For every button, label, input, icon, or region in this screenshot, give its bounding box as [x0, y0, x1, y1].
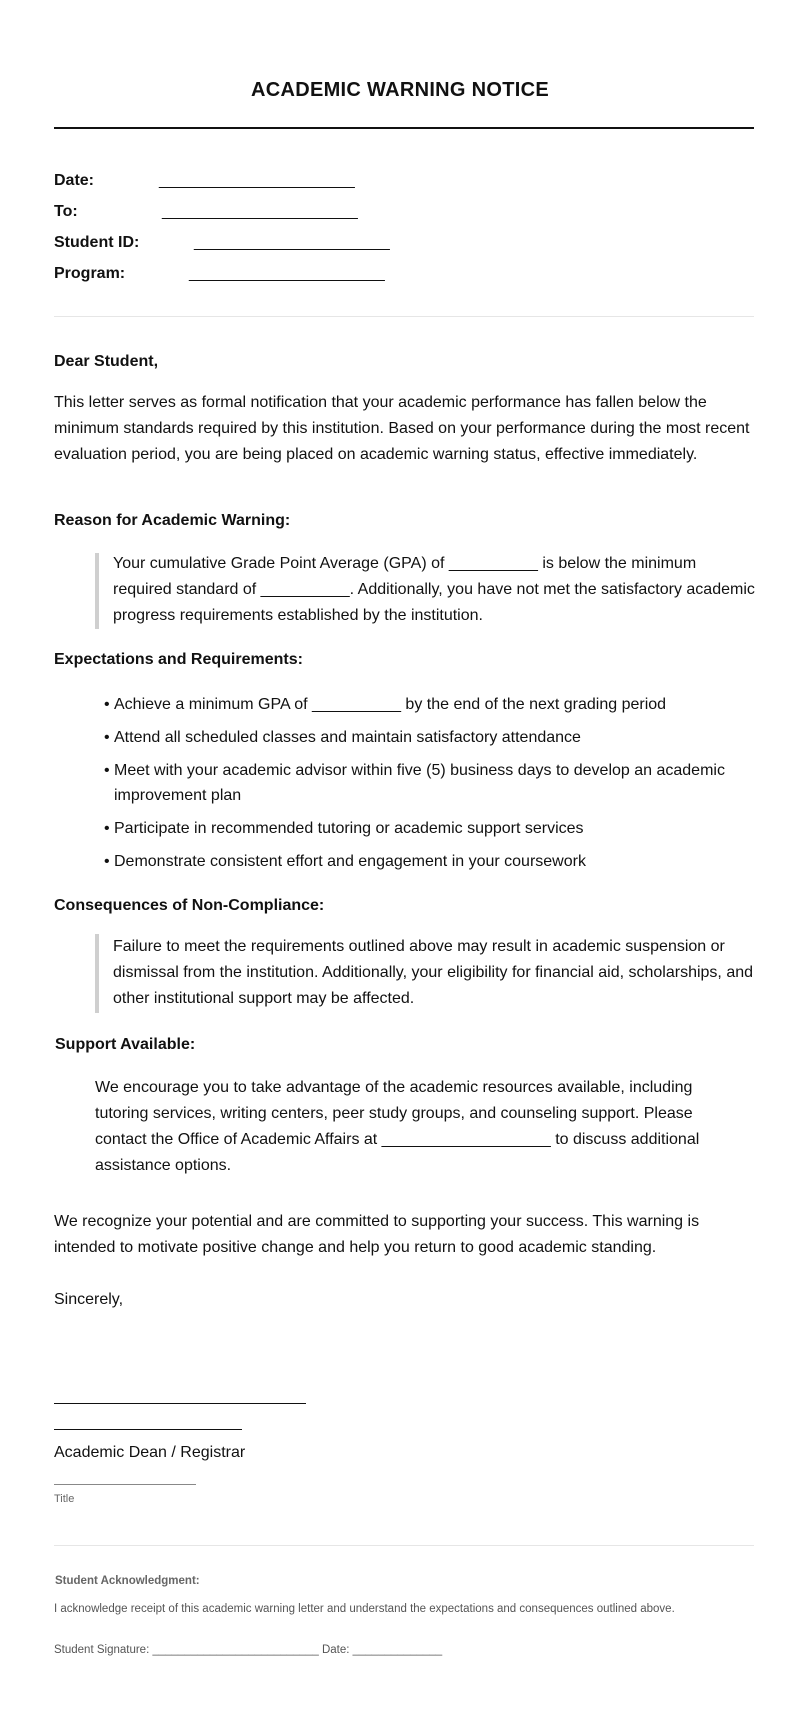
- consequences-text: Failure to meet the requirements outlined above may result in academic suspension or dismissal from the institution. Additionally, your eligibility for financial aid, scholarships, and other institutional support may be affected.: [113, 938, 754, 1007]
- acknowledgment-divider: [54, 1545, 754, 1546]
- document-title: ACADEMIC WARNING NOTICE: [250, 79, 549, 101]
- expectations-list: [104, 692, 754, 874]
- signer-name: Academic Dean / Registrar: [54, 1444, 246, 1461]
- program-label: Program:: [54, 265, 126, 282]
- salutation: Dear Student,: [54, 353, 159, 370]
- reason-heading: Reason for Academic Warning:: [54, 512, 291, 529]
- to-label: To:: [54, 203, 78, 220]
- date-label: Date:: [54, 172, 95, 189]
- support-heading: Support Available:: [55, 1036, 196, 1053]
- sign-off: Sincerely,: [54, 1291, 124, 1308]
- intro-paragraph: This letter serves as formal notification that your academic performance has fallen below the minimum standards required by this institution. Based on your performance during the most recent evaluation period, you are being placed on academic warning status, effective immediately.: [54, 394, 750, 463]
- signature-underline: [54, 1429, 242, 1430]
- closing-paragraph: We recognize your potential and are committed to supporting your success. This warning is intended to motivate positive change and help you return to good academic standing.: [54, 1213, 700, 1256]
- header-divider: [54, 316, 754, 317]
- reason-blockquote: [95, 553, 755, 629]
- acknowledgment-text: I acknowledge receipt of this academic warning letter and understand the expectations and consequences outlined above.: [54, 1603, 675, 1615]
- student-id-field[interactable]: ______________________: [194, 234, 390, 251]
- reason-text: Your cumulative Grade Point Average (GPA) of __________ is below the minimum required standard of __________. Additionally, you have not met the satisfactory academic progress requirements established by the institution.: [113, 555, 755, 624]
- consequences-heading: Consequences of Non-Compliance:: [54, 897, 325, 914]
- acknowledgment-heading: Student Acknowledgment:: [55, 1575, 200, 1587]
- list-item: • Participate in recommended tutoring or academic support services: [104, 816, 754, 841]
- date-field[interactable]: ______________________: [159, 172, 355, 189]
- title-line[interactable]: [54, 1484, 196, 1485]
- title-caption: Title: [54, 1493, 75, 1505]
- expectations-heading: Expectations and Requirements:: [54, 651, 303, 668]
- student-id-label: Student ID:: [54, 234, 140, 251]
- list-item: • Meet with your academic advisor within five (5) business days to develop an academic improvement plan: [104, 758, 754, 808]
- to-field[interactable]: ______________________: [162, 203, 358, 220]
- list-item: • Attend all scheduled classes and maintain satisfactory attendance: [104, 725, 754, 750]
- consequences-blockquote: [95, 934, 755, 1013]
- student-signature-line[interactable]: Student Signature: __________________________ Date: ______________: [54, 1644, 443, 1656]
- program-field[interactable]: ______________________: [189, 265, 385, 282]
- list-item: • Achieve a minimum GPA of __________ by the end of the next grading period: [104, 692, 754, 717]
- support-paragraph: We encourage you to take advantage of the academic resources available, including tutoring services, writing centers, peer study groups, and counseling support. Please contact the Office of Academic Affairs at ___________________ to discuss additional assistance options.: [95, 1079, 700, 1174]
- list-item: • Demonstrate consistent effort and engagement in your coursework: [104, 849, 754, 874]
- signature-line[interactable]: [54, 1403, 306, 1404]
- title-divider: [54, 127, 754, 129]
